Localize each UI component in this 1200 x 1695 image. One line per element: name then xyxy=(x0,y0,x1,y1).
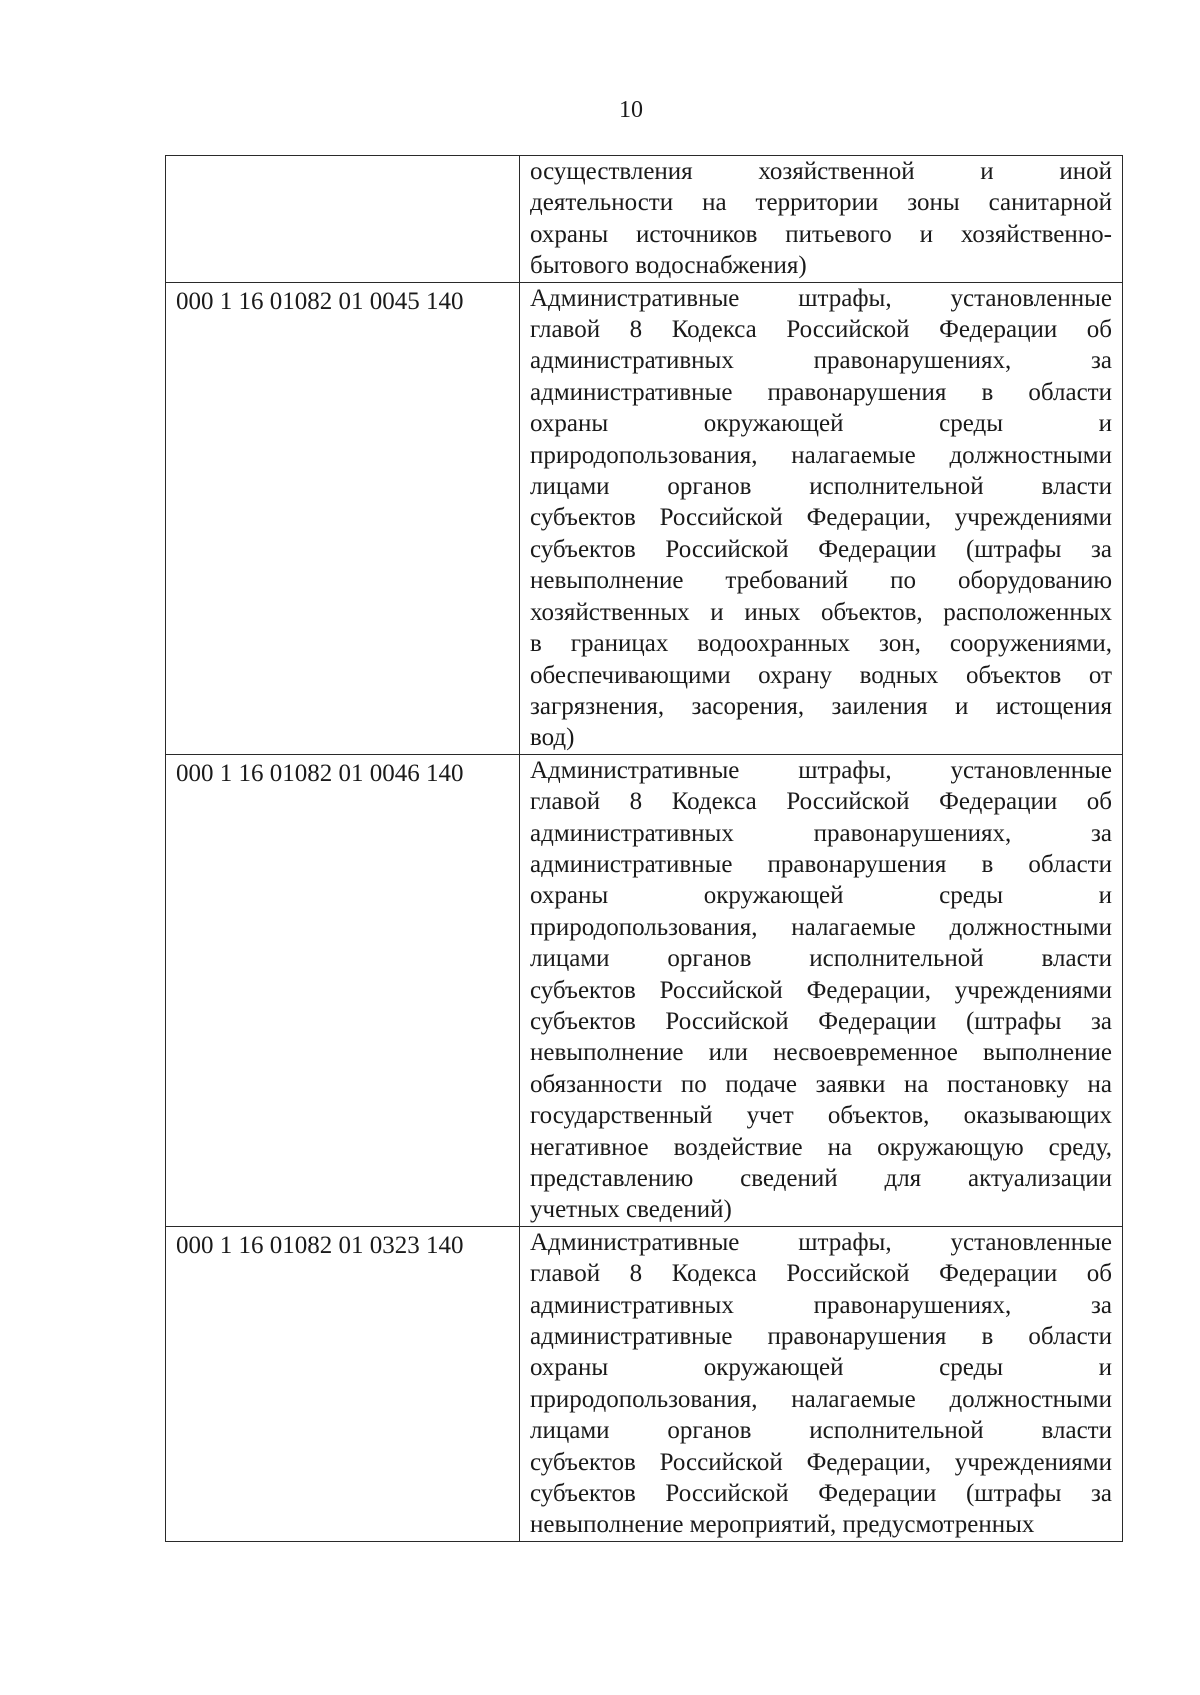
code-cell xyxy=(166,1226,520,1541)
description-line: природопользования, налагаемые должностными xyxy=(530,441,1112,469)
description-line: учетных сведений) xyxy=(530,1196,732,1224)
description-line: субъектов Российской Федерации, учреждениями xyxy=(530,1448,1112,1476)
code-cell xyxy=(166,156,520,283)
description-line: обязанности по подаче заявки на постановку на xyxy=(530,1070,1112,1098)
description-line: охраны окружающей среды и xyxy=(530,410,1112,438)
budget-code: 000 1 16 01082 01 0045 140 xyxy=(176,287,464,315)
description-line: обеспечивающими охрану водных объектов от xyxy=(530,661,1112,689)
description-line: лицами органов исполнительной власти xyxy=(530,1417,1112,1445)
table-row xyxy=(166,754,1123,1226)
description-line: субъектов Российской Федерации (штрафы за xyxy=(530,535,1112,563)
description-text xyxy=(520,755,1122,1226)
description-line: представлению сведений для актуализации xyxy=(530,1165,1112,1192)
description-line: лицами органов исполнительной власти xyxy=(530,473,1112,501)
description-line: негативное воздействие на окружающую среду, xyxy=(530,1133,1112,1161)
code-cell xyxy=(166,754,520,1226)
description-cell xyxy=(520,156,1123,283)
description-line: невыполнение или несвоевременное выполнение xyxy=(530,1039,1112,1067)
table-row xyxy=(166,282,1123,754)
description-line: осуществления хозяйственной и иной xyxy=(530,158,1112,185)
description-line: природопользования, налагаемые должностными xyxy=(530,1385,1112,1413)
description-text xyxy=(520,156,1122,282)
description-line: охраны окружающей среды и xyxy=(530,1354,1112,1382)
description-line: бытового водоснабжения) xyxy=(530,252,807,280)
page-number: 10 xyxy=(619,97,643,123)
description-line: административных правонарушениях, за xyxy=(530,347,1112,375)
description-line: субъектов Российской Федерации, учреждениями xyxy=(530,976,1112,1004)
description-line: государственный учет объектов, оказывающих xyxy=(530,1102,1112,1130)
description-line: деятельности на территории зоны санитарной xyxy=(530,189,1112,217)
codes-table xyxy=(165,155,1123,1542)
description-line: субъектов Российской Федерации (штрафы за xyxy=(530,1480,1112,1508)
description-line: субъектов Российской Федерации (штрафы за xyxy=(530,1007,1112,1035)
description-line: административные правонарушения в области xyxy=(530,850,1112,878)
description-line: главой 8 Кодекса Российской Федерации об xyxy=(530,1260,1112,1288)
description-line: охраны окружающей среды и xyxy=(530,882,1112,910)
description-text xyxy=(520,283,1122,754)
budget-code xyxy=(166,156,519,159)
table-body xyxy=(166,156,1123,1542)
description-line: административных правонарушениях, за xyxy=(530,819,1112,847)
description-line: административных правонарушениях, за xyxy=(530,1291,1112,1319)
description-cell xyxy=(520,282,1123,754)
description-cell xyxy=(520,754,1123,1226)
description-line: вод) xyxy=(530,724,575,752)
budget-code: 000 1 16 01082 01 0046 140 xyxy=(176,759,464,787)
description-line: загрязнения, засорения, заиления и истощения xyxy=(530,692,1112,720)
code-cell xyxy=(166,282,520,754)
description-line: природопользования, налагаемые должностными xyxy=(530,913,1112,941)
description-line: невыполнение требований по оборудованию xyxy=(530,567,1112,595)
description-line: административные правонарушения в области xyxy=(530,378,1112,406)
description-line: субъектов Российской Федерации, учреждениями xyxy=(530,504,1112,532)
description-text xyxy=(520,1227,1122,1541)
description-line: Административные штрафы, установленные xyxy=(530,756,1112,784)
description-line: хозяйственных и иных объектов, расположенных xyxy=(530,598,1112,626)
table-row xyxy=(166,156,1123,283)
table-row xyxy=(166,1226,1123,1541)
description-line: невыполнение мероприятий, предусмотренных xyxy=(530,1511,1035,1539)
description-line: главой 8 Кодекса Российской Федерации об xyxy=(530,316,1112,344)
budget-code: 000 1 16 01082 01 0323 140 xyxy=(176,1231,464,1259)
description-line: охраны источников питьевого и хозяйственно- xyxy=(530,220,1112,248)
description-line: Административные штрафы, установленные xyxy=(530,284,1112,312)
description-line: главой 8 Кодекса Российской Федерации об xyxy=(530,788,1112,816)
description-cell xyxy=(520,1226,1123,1541)
description-line: лицами органов исполнительной власти xyxy=(530,945,1112,973)
description-line: административные правонарушения в области xyxy=(530,1323,1112,1351)
description-line: в границах водоохранных зон, сооружениями, xyxy=(530,630,1112,658)
description-line: Административные штрафы, установленные xyxy=(530,1228,1112,1256)
